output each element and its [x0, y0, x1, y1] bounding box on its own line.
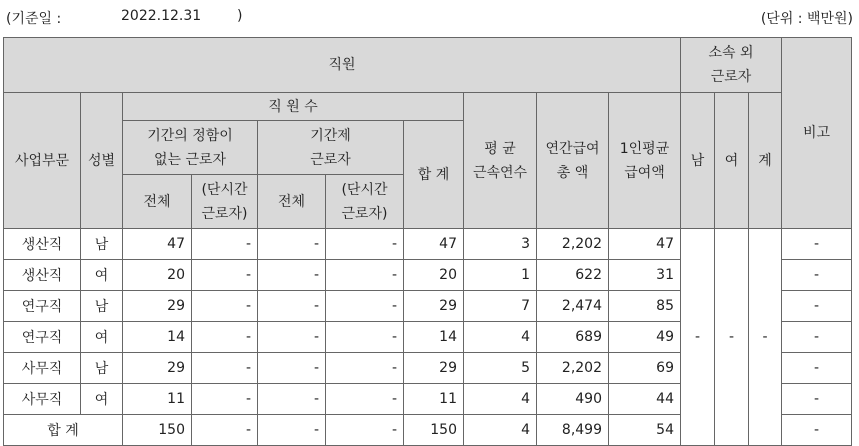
cell-nf-part-time: - — [192, 260, 258, 291]
base-date-label: (기준일 : — [6, 11, 62, 27]
header-nf-part-time: (단시간 근로자) — [192, 175, 258, 229]
cell-avg-tenure: 4 — [464, 415, 537, 446]
cell-nf-part-time: - — [192, 291, 258, 322]
cell-ft-all: - — [258, 322, 326, 353]
cell-avg-tenure: 7 — [464, 291, 537, 322]
cell-dept: 생산직 — [4, 260, 81, 291]
cell-total: 29 — [404, 291, 464, 322]
header-avg-pay: 1인평균 급여액 — [609, 93, 681, 229]
cell-avg-tenure: 4 — [464, 384, 537, 415]
header-remark: 비고 — [782, 38, 852, 229]
cell-avg-tenure: 3 — [464, 229, 537, 260]
cell-avg-pay: 49 — [609, 322, 681, 353]
cell-remark: - — [782, 291, 852, 322]
cell-avg-pay: 44 — [609, 384, 681, 415]
cell-nf-all: 29 — [123, 353, 192, 384]
cell-avg-pay: 85 — [609, 291, 681, 322]
cell-nf-part-time: - — [192, 322, 258, 353]
cell-gender: 여 — [81, 260, 123, 291]
cell-avg-pay: 31 — [609, 260, 681, 291]
cell-ft-part-time: - — [326, 291, 404, 322]
unit-label: (단위 : 백만원) — [760, 11, 853, 27]
header-total: 합 계 — [404, 121, 464, 229]
header-fixed-term: 기간제 근로자 — [258, 121, 404, 175]
header-female: 여 — [715, 93, 749, 229]
cell-avg-tenure: 4 — [464, 322, 537, 353]
cell-remark: - — [782, 353, 852, 384]
header-male: 남 — [681, 93, 715, 229]
cell-total: 20 — [404, 260, 464, 291]
header-gender: 성별 — [81, 93, 123, 229]
header-employees: 직원 — [4, 38, 681, 93]
cell-outside-male: - — [681, 229, 715, 446]
header-annual-pay: 연간급여 총 액 — [537, 93, 609, 229]
header-ft-part-time: (단시간 근로자) — [326, 175, 404, 229]
cell-remark: - — [782, 384, 852, 415]
cell-avg-tenure: 5 — [464, 353, 537, 384]
cell-annual-pay: 689 — [537, 322, 609, 353]
header-avg-tenure: 평 균 근속연수 — [464, 93, 537, 229]
cell-avg-pay: 54 — [609, 415, 681, 446]
base-date-close: ) — [237, 8, 243, 24]
cell-dept: 사무직 — [4, 353, 81, 384]
cell-ft-part-time: - — [326, 229, 404, 260]
cell-gender: 남 — [81, 291, 123, 322]
cell-ft-all: - — [258, 291, 326, 322]
cell-ft-all: - — [258, 229, 326, 260]
header-headcount: 직 원 수 — [123, 93, 464, 121]
cell-total: 47 — [404, 229, 464, 260]
cell-avg-pay: 69 — [609, 353, 681, 384]
cell-ft-all: - — [258, 415, 326, 446]
header-dept: 사업부문 — [4, 93, 81, 229]
cell-total: 29 — [404, 353, 464, 384]
cell-outside-sum: - — [749, 229, 782, 446]
cell-ft-part-time: - — [326, 353, 404, 384]
cell-annual-pay: 622 — [537, 260, 609, 291]
cell-total-label: 합 계 — [4, 415, 123, 446]
cell-dept: 연구직 — [4, 322, 81, 353]
cell-nf-part-time: - — [192, 353, 258, 384]
cell-annual-pay: 2,202 — [537, 353, 609, 384]
cell-total: 14 — [404, 322, 464, 353]
cell-ft-all: - — [258, 384, 326, 415]
cell-nf-all: 47 — [123, 229, 192, 260]
cell-ft-all: - — [258, 353, 326, 384]
header-affiliate-outside: 소속 외 근로자 — [681, 38, 782, 93]
cell-dept: 사무직 — [4, 384, 81, 415]
header-no-fixed-term: 기간의 정함이 없는 근로자 — [123, 121, 258, 175]
cell-avg-pay: 47 — [609, 229, 681, 260]
table-row — [4, 229, 852, 260]
cell-annual-pay: 2,474 — [537, 291, 609, 322]
header-nf-all: 전체 — [123, 175, 192, 229]
cell-gender: 남 — [81, 229, 123, 260]
cell-annual-pay: 8,499 — [537, 415, 609, 446]
cell-gender: 여 — [81, 384, 123, 415]
cell-total: 150 — [404, 415, 464, 446]
cell-annual-pay: 2,202 — [537, 229, 609, 260]
cell-outside-female: - — [715, 229, 749, 446]
cell-nf-all: 14 — [123, 322, 192, 353]
cell-ft-part-time: - — [326, 322, 404, 353]
cell-ft-part-time: - — [326, 384, 404, 415]
base-date-value: 2022.12.31 — [121, 8, 202, 24]
header-ft-all: 전체 — [258, 175, 326, 229]
cell-nf-part-time: - — [192, 384, 258, 415]
cell-nf-all: 150 — [123, 415, 192, 446]
cell-nf-all: 20 — [123, 260, 192, 291]
cell-nf-all: 29 — [123, 291, 192, 322]
cell-ft-part-time: - — [326, 415, 404, 446]
cell-avg-tenure: 1 — [464, 260, 537, 291]
cell-remark: - — [782, 229, 852, 260]
header-sum: 계 — [749, 93, 782, 229]
cell-ft-part-time: - — [326, 260, 404, 291]
cell-nf-all: 11 — [123, 384, 192, 415]
cell-ft-all: - — [258, 260, 326, 291]
cell-annual-pay: 490 — [537, 384, 609, 415]
cell-dept: 생산직 — [4, 229, 81, 260]
cell-nf-part-time: - — [192, 229, 258, 260]
cell-remark: - — [782, 415, 852, 446]
cell-total: 11 — [404, 384, 464, 415]
cell-nf-part-time: - — [192, 415, 258, 446]
cell-remark: - — [782, 322, 852, 353]
employee-status-table — [3, 37, 852, 446]
cell-gender: 여 — [81, 322, 123, 353]
table-caption — [0, 0, 859, 36]
cell-dept: 연구직 — [4, 291, 81, 322]
cell-remark: - — [782, 260, 852, 291]
cell-gender: 남 — [81, 353, 123, 384]
